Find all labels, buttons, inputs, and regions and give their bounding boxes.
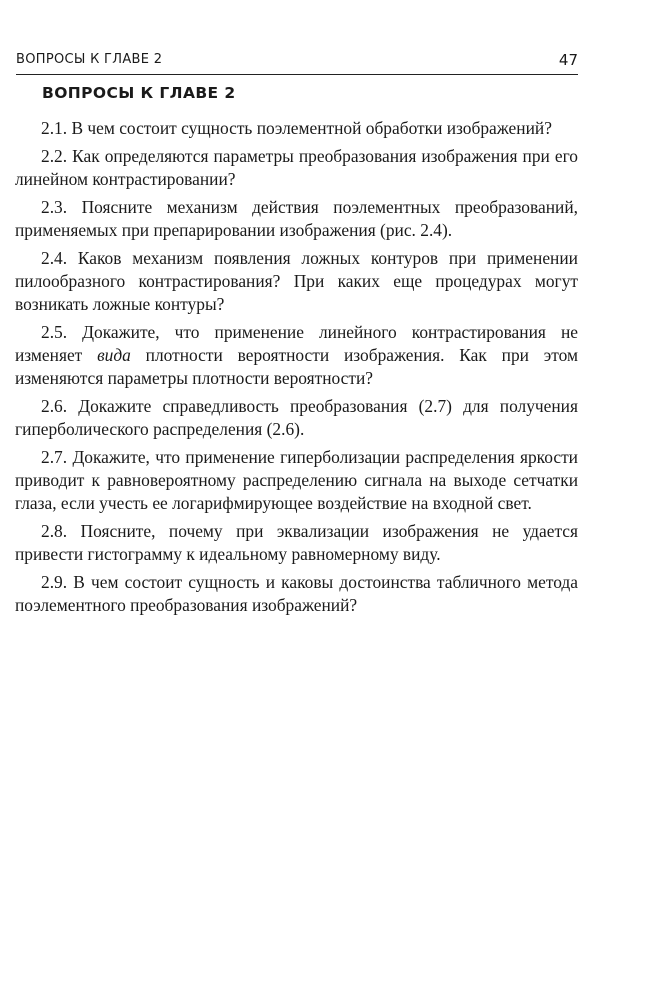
question-item [15,571,578,617]
running-title: ВОПРОСЫ К ГЛАВЕ 2 [16,52,163,67]
question-emphasis: вида [97,344,131,365]
question-item [15,247,578,317]
question-number: 2.3. [41,196,68,217]
question-number: 2.4. [41,247,68,268]
question-text: Поясните, почему при эквализации изображения не удается привести гистограмму к идеальному равномерному виду. [15,520,578,564]
question-item [15,117,578,140]
question-number: 2.6. [41,395,68,416]
question-item [15,145,578,191]
question-text: Как определяются параметры преобразования изображения при его линейном контрастировании? [15,145,578,189]
question-number: 2.1. [41,118,68,138]
question-number: 2.2. [41,145,68,166]
question-item [15,321,578,391]
question-text-after: плотности вероятности изображения. Как при этом изменяются параметры плотности вероятности? [15,344,578,389]
question-number: 2.9. [41,571,68,592]
question-item [15,520,578,566]
section-title: ВОПРОСЫ К ГЛАВЕ 2 [42,84,236,102]
question-number: 2.5. [41,321,68,342]
question-text: В чем состоит сущность поэлементной обработки изображений? [71,118,552,138]
question-item [15,446,578,516]
question-number: 2.7. [41,446,68,467]
question-item [15,196,578,242]
question-text: Докажите справедливость преобразования (2.7) для получения гиперболического распределения (2.6). [15,395,578,439]
question-item [15,395,578,441]
question-text-before: Докажите, что применение линейного контрастирования не изменяет [15,321,578,365]
running-head [16,52,578,75]
question-number: 2.8. [41,520,68,541]
question-text: Докажите, что применение гиперболизации распределения яркости приводит к равновероятному распределению сигнала на выходе сетчатки глаза, если учесть ее логарифмирующее воздействие на входной свет. [15,446,578,514]
question-text: Каков механизм появления ложных контуров при применении пилообразного контрастирования? При каких еще процедурах могут возникать ложные контуры? [15,247,578,314]
page-number: 47 [558,51,578,69]
question-list [15,117,578,622]
question-text: Поясните механизм действия поэлементных преобразований, применяемых при препарировании изображения (рис. 2.4). [15,196,578,240]
question-text: В чем состоит сущность и каковы достоинства табличного метода поэлементного преобразования изображений? [15,571,578,615]
